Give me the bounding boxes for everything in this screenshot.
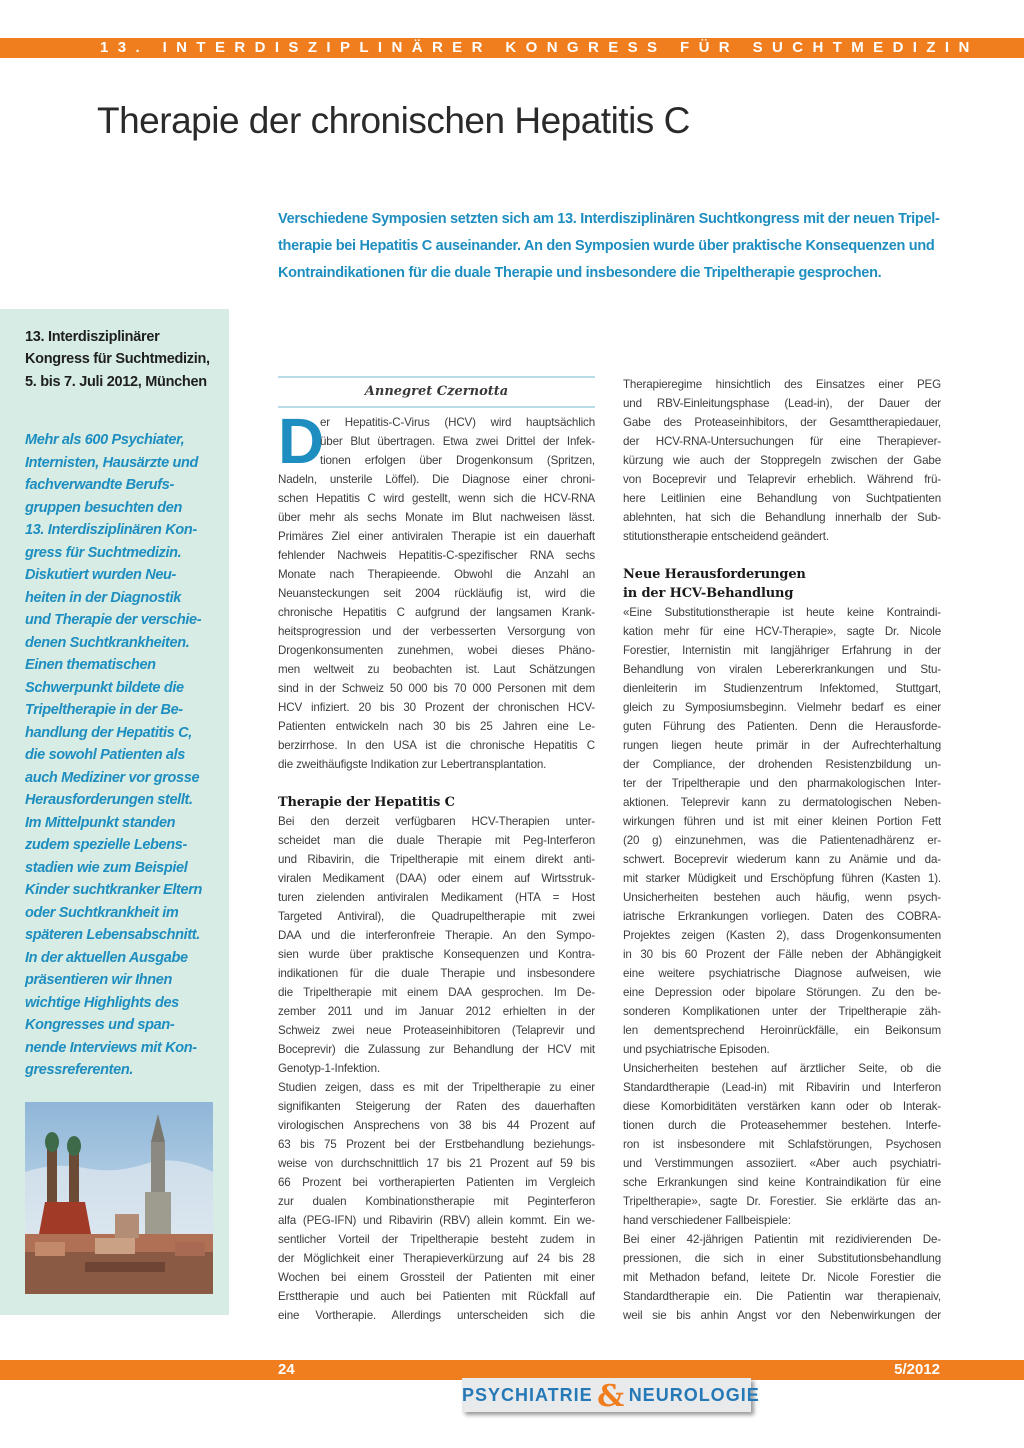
body-text-line: der Compliance, der drohenden Resistenzbildung un- bbox=[623, 758, 941, 771]
sidebar-text-line: präsentieren wir Ihnen bbox=[25, 972, 173, 988]
sidebar-text-line: Kongresses und span- bbox=[25, 1017, 175, 1033]
body-text-line: zember 2011 und im Januar 2012 erhielten in der bbox=[278, 1005, 595, 1018]
body-text-line: len dementsprechend Heroinrückfälle, ein Beikonsum bbox=[623, 1024, 941, 1037]
drop-cap: D bbox=[278, 405, 325, 477]
body-text-line: turen zielenden antiviralen Medikament (HTA = Host bbox=[278, 891, 595, 904]
body-text-line: sind in der Schweiz 50 000 bis 70 000 Personen mit dem bbox=[278, 682, 595, 695]
sidebar-text-line: Kinder suchtkranker Eltern bbox=[25, 882, 203, 898]
body-column-2 bbox=[623, 375, 941, 1325]
sidebar-text-line: die sowohl Patienten als bbox=[25, 747, 185, 763]
body-text-line: here Leitlinien eine Behandlung von Suchtpatienten bbox=[623, 492, 941, 505]
body-text-line: virologischen Ansprechens von 38 bis 44 Prozent auf bbox=[278, 1119, 595, 1132]
body-text-line: ter der Tripeltherapie und den pharmakologischen Inter- bbox=[623, 777, 941, 790]
body-text-line: Primäres Ziel einer antiviralen Therapie ist ein dauerhaft bbox=[278, 530, 595, 543]
body-text-line: tionen erfolgen über Drogenkonsum (Spritzen, bbox=[320, 454, 595, 467]
body-text-line: 66 Prozent bei vortherapierten Patienten im Vergleich bbox=[278, 1176, 595, 1189]
body-text-line: weil sie bis anhin Angst vor den Nebenwirkungen der bbox=[623, 1309, 941, 1322]
section-heading: Neue Herausforderungen bbox=[623, 567, 806, 582]
author-byline bbox=[278, 376, 595, 408]
body-text-line: Monate nach Therapieende. Obwohl die Anzahl an bbox=[278, 568, 595, 581]
sidebar-heading-line: 13. Interdisziplinärer bbox=[25, 329, 160, 345]
sidebar-text-line: Tripeltherapie in der Be- bbox=[25, 702, 183, 718]
body-text-line: der Möglichkeit einer Therapieverkürzung auf 24 bis 28 bbox=[278, 1252, 595, 1265]
body-text-line: Bei einer 42-jährigen Patientin mit rezidivierenden De- bbox=[623, 1233, 941, 1246]
body-text-line: Genotyp-1-Infektion. bbox=[278, 1062, 381, 1075]
sidebar-text-line: Im Mittelpunkt standen bbox=[25, 814, 176, 831]
sidebar-text-line: oder Suchtkrankheit im bbox=[25, 904, 179, 921]
body-text-line: rungen liegen heute primär in der Aufrechterhaltung bbox=[623, 739, 941, 752]
body-text-line: aktionen. Teleprevir kann zu dermatologischen Neben- bbox=[623, 796, 941, 809]
body-text-line: Schweiz zwei neue Proteaseinhibitoren (Telaprevir und bbox=[278, 1024, 595, 1037]
body-text-line: und Verstimmungen assoziiert. «Aber auch psychiatri- bbox=[623, 1157, 941, 1170]
sidebar-text-line: und Therapie der verschie- bbox=[25, 612, 202, 628]
logo-word-right: NEUROLOGIE bbox=[628, 1385, 760, 1405]
body-text-line: sche Erkrankungen sind keine Kontraindikation für eine bbox=[623, 1176, 941, 1189]
body-text-line: Forestier, Internistin mit langjähriger Erfahrung in der bbox=[623, 644, 941, 657]
sidebar-text-line: fachverwandte Berufs- bbox=[25, 477, 174, 493]
body-text-line: Therapieregime hinsichtlich des Einsatzes einer PEG bbox=[623, 378, 941, 391]
body-text-line: «Eine Substitutionstherapie ist heute keine Kontraindi- bbox=[623, 606, 941, 619]
body-text-line: Standardtherapie ein. Die Patientin war therapienaiv, bbox=[623, 1290, 941, 1303]
sidebar-text-line: gressreferenten. bbox=[25, 1062, 134, 1078]
body-text-line: berzirrhose. In den USA ist die chronische Hepatitis C bbox=[278, 739, 595, 752]
body-text-line: chronische Hepatitis C aufgrund der langsamen Krank- bbox=[278, 606, 595, 619]
body-text-line: guten Führung des Patienten. Denn die Herausforde- bbox=[623, 720, 941, 733]
body-text-line: Tripeltherapie», sagte Dr. Forestier. Sie erklärte das an- bbox=[623, 1195, 941, 1208]
body-text-line: Unsicherheiten bestehen auch häufig, wenn psych- bbox=[623, 891, 941, 904]
sidebar-heading-line: 5. bis 7. Juli 2012, München bbox=[25, 373, 207, 390]
body-text-line: mit Methadon befand, leitete Dr. Nicole Forestier die bbox=[623, 1271, 941, 1284]
sidebar-text-line: Herausforderungen stellt. bbox=[25, 792, 193, 808]
body-text-line: die Tripeltherapie mit einem DAA gesprochen. Im De- bbox=[278, 986, 595, 999]
body-text-line: mit starker Müdigkeit und Erschöpfung führen (Kasten 1). bbox=[623, 872, 941, 885]
sidebar-heading bbox=[25, 326, 225, 393]
body-text-line: von Boceprevir und Telaprevir erheblich. Während frü- bbox=[623, 473, 941, 486]
body-text-line: alfa (PEG-IFN) und Ribavirin (RBV) allein kommt. Ein we- bbox=[278, 1214, 595, 1227]
body-text-line bbox=[278, 774, 595, 793]
sidebar-text-line: denen Suchtkrankheiten. bbox=[25, 634, 190, 651]
body-text-line: dienleiterin im Studienzentrum Infektomed, Stuttgart, bbox=[623, 682, 941, 695]
body-text-line: Gabe des Proteaseinhibitors, der Gesamttherapiedauer, bbox=[623, 416, 941, 429]
body-text-line: Nadeln, unsterile Löffel). Die Diagnose einer chroni- bbox=[278, 473, 595, 486]
body-text-line: iatrische Erkrankungen vorliegen. Daten des COBRA- bbox=[623, 910, 941, 923]
body-text-line: und Ribavirin, die Tripeltherapie mit einem direkt anti- bbox=[278, 853, 595, 866]
body-text-line: wirkungen führen und ist mit einer kleinen Portion Fett bbox=[623, 815, 941, 828]
sidebar-text-line: 13. Interdisziplinären Kon- bbox=[25, 522, 197, 538]
congress-title: 13. INTERDISZIPLINÄRER KONGRESS FÜR SUCHTMEDIZIN bbox=[100, 39, 979, 56]
lead-line: Verschiedene Symposien setzten sich am 13. Interdisziplinären Suchtkongress mit der neuen Tripel- bbox=[278, 211, 940, 227]
body-text-line: tionen durch die Proteasehemmer bestehen. Interfe- bbox=[623, 1119, 941, 1132]
footer-band bbox=[0, 1360, 1024, 1380]
body-text-line: (20 g) einzunehmen, was die Patientenadhärenz er- bbox=[623, 834, 941, 847]
body-text-line: Behandlung von viralen Lebererkrankungen und Stu- bbox=[623, 663, 941, 676]
logo-ampersand: & bbox=[597, 1378, 625, 1414]
body-text-line: scheidet man die duale Therapie mit Peg-Interferon bbox=[278, 834, 595, 847]
body-text-line: schen Hepatitis C wird gestellt, wenn sich die HCV-RNA bbox=[278, 492, 595, 505]
body-text-line: in 30 bis 60 Prozent der Fälle neben der Abhängigkeit bbox=[623, 948, 941, 961]
body-text-line: eine Depression oder bipolare Störungen. Zu den be- bbox=[623, 986, 941, 999]
sidebar-text-line: Internisten, Hausärzte und bbox=[25, 454, 198, 471]
body-text-line: Projektes zeigen (Kasten 2), dass Drogenkonsumenten bbox=[623, 929, 941, 942]
body-text-line: kation mehr für eine HCV-Therapie», sagte Dr. Nicole bbox=[623, 625, 941, 638]
sidebar-text-line: gruppen besuchten den bbox=[25, 499, 182, 516]
sidebar-text-line: Mehr als 600 Psychiater, bbox=[25, 432, 185, 448]
body-text-line: Bei den derzeit verfügbaren HCV-Therapien unter- bbox=[278, 815, 595, 828]
sidebar-text-line: Diskutiert wurden Neu- bbox=[25, 567, 177, 583]
body-text-line: der HCV-RNA-Untersuchungen für eine Therapiever- bbox=[623, 435, 941, 448]
sidebar-text bbox=[25, 429, 225, 1082]
sidebar-box bbox=[0, 309, 229, 1315]
body-text-line: men weltweit zu beobachten ist. Laut Schätzungen bbox=[278, 663, 595, 676]
body-text-line: Boceprevir) die Zulassung zur Behandlung der HCV mit bbox=[278, 1043, 595, 1056]
body-text-line: über mehr als sechs Monate im Blut nachweisen lässt. bbox=[278, 511, 595, 524]
body-text-line: und RBV-Einleitungsphase (Lead-in), der Dauer der bbox=[623, 397, 941, 410]
body-text-line: heitsprogression und der verbesserten Versorgung von bbox=[278, 625, 595, 638]
lead-line: Kontraindikationen für die duale Therapie und insbesondere die Tripeltherapie gesprochen. bbox=[278, 265, 882, 281]
body-text-line: Unsicherheiten bestehen auf ärztlicher Seite, ob die bbox=[623, 1062, 941, 1075]
body-text-line: eine Vortherapie. Allerdings unterscheiden sich die bbox=[278, 1309, 595, 1322]
body-text-line: Targeted Antiviral), die Quadrupeltherapie mit zwei bbox=[278, 910, 595, 923]
article-lead bbox=[278, 206, 938, 287]
body-text-line: eine weitere psychiatrische Diagnose aufweisen, wie bbox=[623, 967, 941, 980]
body-text-line: kürzung wie auch der Stoppregeln zwischen der Gabe bbox=[623, 454, 941, 467]
sidebar-text-line: handlung der Hepatitis C, bbox=[25, 724, 192, 741]
body-text-line: Neuansteckungen seit 2004 rückläufig ist, wird die bbox=[278, 587, 595, 600]
sidebar-text-line: gress für Suchtmedizin. bbox=[25, 544, 182, 561]
lead-line: therapie bei Hepatitis C auseinander. An den Symposien wurde über praktische Konsequenzen und bbox=[278, 238, 935, 254]
body-text-line: er Hepatitis-C-Virus (HCV) wird hauptsächlich bbox=[320, 416, 595, 429]
body-text-line: schwert. Boceprevir wiederum kann zu Anämie und da- bbox=[623, 853, 941, 866]
sidebar-text-line: späteren Lebensabschnitt. bbox=[25, 927, 200, 943]
body-text-line: zur dualen Kombinationstherapie mit Peginterferon bbox=[278, 1195, 595, 1208]
sidebar-heading-line: Kongress für Suchtmedizin, bbox=[25, 351, 210, 368]
header-band bbox=[0, 38, 1024, 58]
body-text-line: ablehnten, hat sich die Behandlung innerhalb der Sub- bbox=[623, 511, 941, 524]
body-text-line: Ersttherapie und auch bei Patienten mit Rückfall auf bbox=[278, 1290, 595, 1303]
body-text-line: indikationen für die duale Therapie und insbesondere bbox=[278, 967, 595, 980]
sidebar-text-line: auch Mediziner vor grosse bbox=[25, 769, 200, 786]
sidebar-text-line: Schwerpunkt bildete die bbox=[25, 679, 184, 696]
body-text-line: Studien zeigen, dass es mit der Tripeltherapie zu einer bbox=[278, 1081, 595, 1094]
body-text-line: hand verschiedener Fallbeispiele: bbox=[623, 1214, 791, 1227]
body-text-line: stitutionstherapie entscheidend geändert. bbox=[623, 530, 829, 543]
sidebar-text-line: Einen thematischen bbox=[25, 657, 156, 673]
body-text-line: ron ist insbesondere mit Schlafstörungen, Psychosen bbox=[623, 1138, 941, 1151]
article-title: Therapie der chronischen Hepatitis C bbox=[97, 100, 690, 141]
page-number: 24 bbox=[278, 1361, 295, 1378]
body-text-line: HCV infiziert. 20 bis 30 Prozent der chronischen HCV- bbox=[278, 701, 595, 714]
sidebar-text-line: stadien wie zum Beispiel bbox=[25, 859, 188, 876]
body-text-line: Drogenkonsumenten zunehmen, wobei dieses Phäno- bbox=[278, 644, 595, 657]
body-text-line: sonderen Komplikationen unter der Tripeltherapie zäh- bbox=[623, 1005, 941, 1018]
body-text-line: pressionen, die sich in einer Substitutionsbehandlung bbox=[623, 1252, 941, 1265]
body-text-line: viralen Medikament (DAA) oder einem auf Wirtsstruk- bbox=[278, 872, 595, 885]
body-text-line: diese Komorbiditäten verstärken kann oder ob Interak- bbox=[623, 1100, 941, 1113]
section-heading: Therapie der Hepatitis C bbox=[278, 795, 455, 810]
sidebar-text-line: wichtige Highlights des bbox=[25, 994, 179, 1011]
body-text-line: sentlicher Vorteil der Tripeltherapie besteht zudem in bbox=[278, 1233, 595, 1246]
body-text-line: über Blut übertragen. Etwa zwei Drittel der Infek- bbox=[320, 435, 595, 448]
body-text-line: sien wurde über praktische Konsequenzen und Kontra- bbox=[278, 948, 595, 961]
body-text-line bbox=[623, 546, 941, 565]
body-text-line: Wochen bei einem Grossteil der Patienten mit einer bbox=[278, 1271, 595, 1284]
journal-logo bbox=[462, 1378, 760, 1414]
body-text-line: gleich zu Symposiumsbeginn. Vielmehr bedarf es einer bbox=[623, 701, 941, 714]
body-text-line: signifikanten Steigerung der Raten des dauerhaften bbox=[278, 1100, 595, 1113]
sidebar-text-line: zudem spezielle Lebens- bbox=[25, 837, 187, 853]
body-text-line: Standardtherapie (Lead-in) mit Ribavirin und Interferon bbox=[623, 1081, 941, 1094]
munich-skyline-photo bbox=[25, 1102, 213, 1294]
body-text-line: DAA und die interferonfreie Therapie. An den Sympo- bbox=[278, 929, 595, 942]
issue-number: 5/2012 bbox=[894, 1361, 940, 1378]
sidebar-text-line: In der aktuellen Ausgabe bbox=[25, 949, 188, 966]
logo-word-left: PSYCHIATRIE bbox=[462, 1385, 593, 1405]
sidebar-text-line: nende Interviews mit Kon- bbox=[25, 1039, 197, 1056]
section-heading: in der HCV-Behandlung bbox=[623, 586, 794, 601]
body-column-1 bbox=[278, 413, 595, 1325]
body-text-line: und psychiatrische Episoden. bbox=[623, 1043, 770, 1056]
sidebar-text-line: heiten in der Diagnostik bbox=[25, 589, 181, 606]
body-text-line: Patienten entwickeln nach 30 bis 25 Jahren eine Le- bbox=[278, 720, 595, 733]
body-text-line: die zweithäufigste Indikation zur Lebertransplantation. bbox=[278, 758, 547, 771]
body-text-line: fehlender Nachweis Hepatitis-C-spezifischer RNA sechs bbox=[278, 549, 595, 562]
body-text-line: 63 bis 75 Prozent bei der Erstbehandlung beziehungs- bbox=[278, 1138, 595, 1151]
author-name: Annegret Czernotta bbox=[364, 384, 509, 399]
body-text-line: weise von durchschnittlich 17 bis 21 Prozent auf 59 bis bbox=[278, 1157, 595, 1170]
